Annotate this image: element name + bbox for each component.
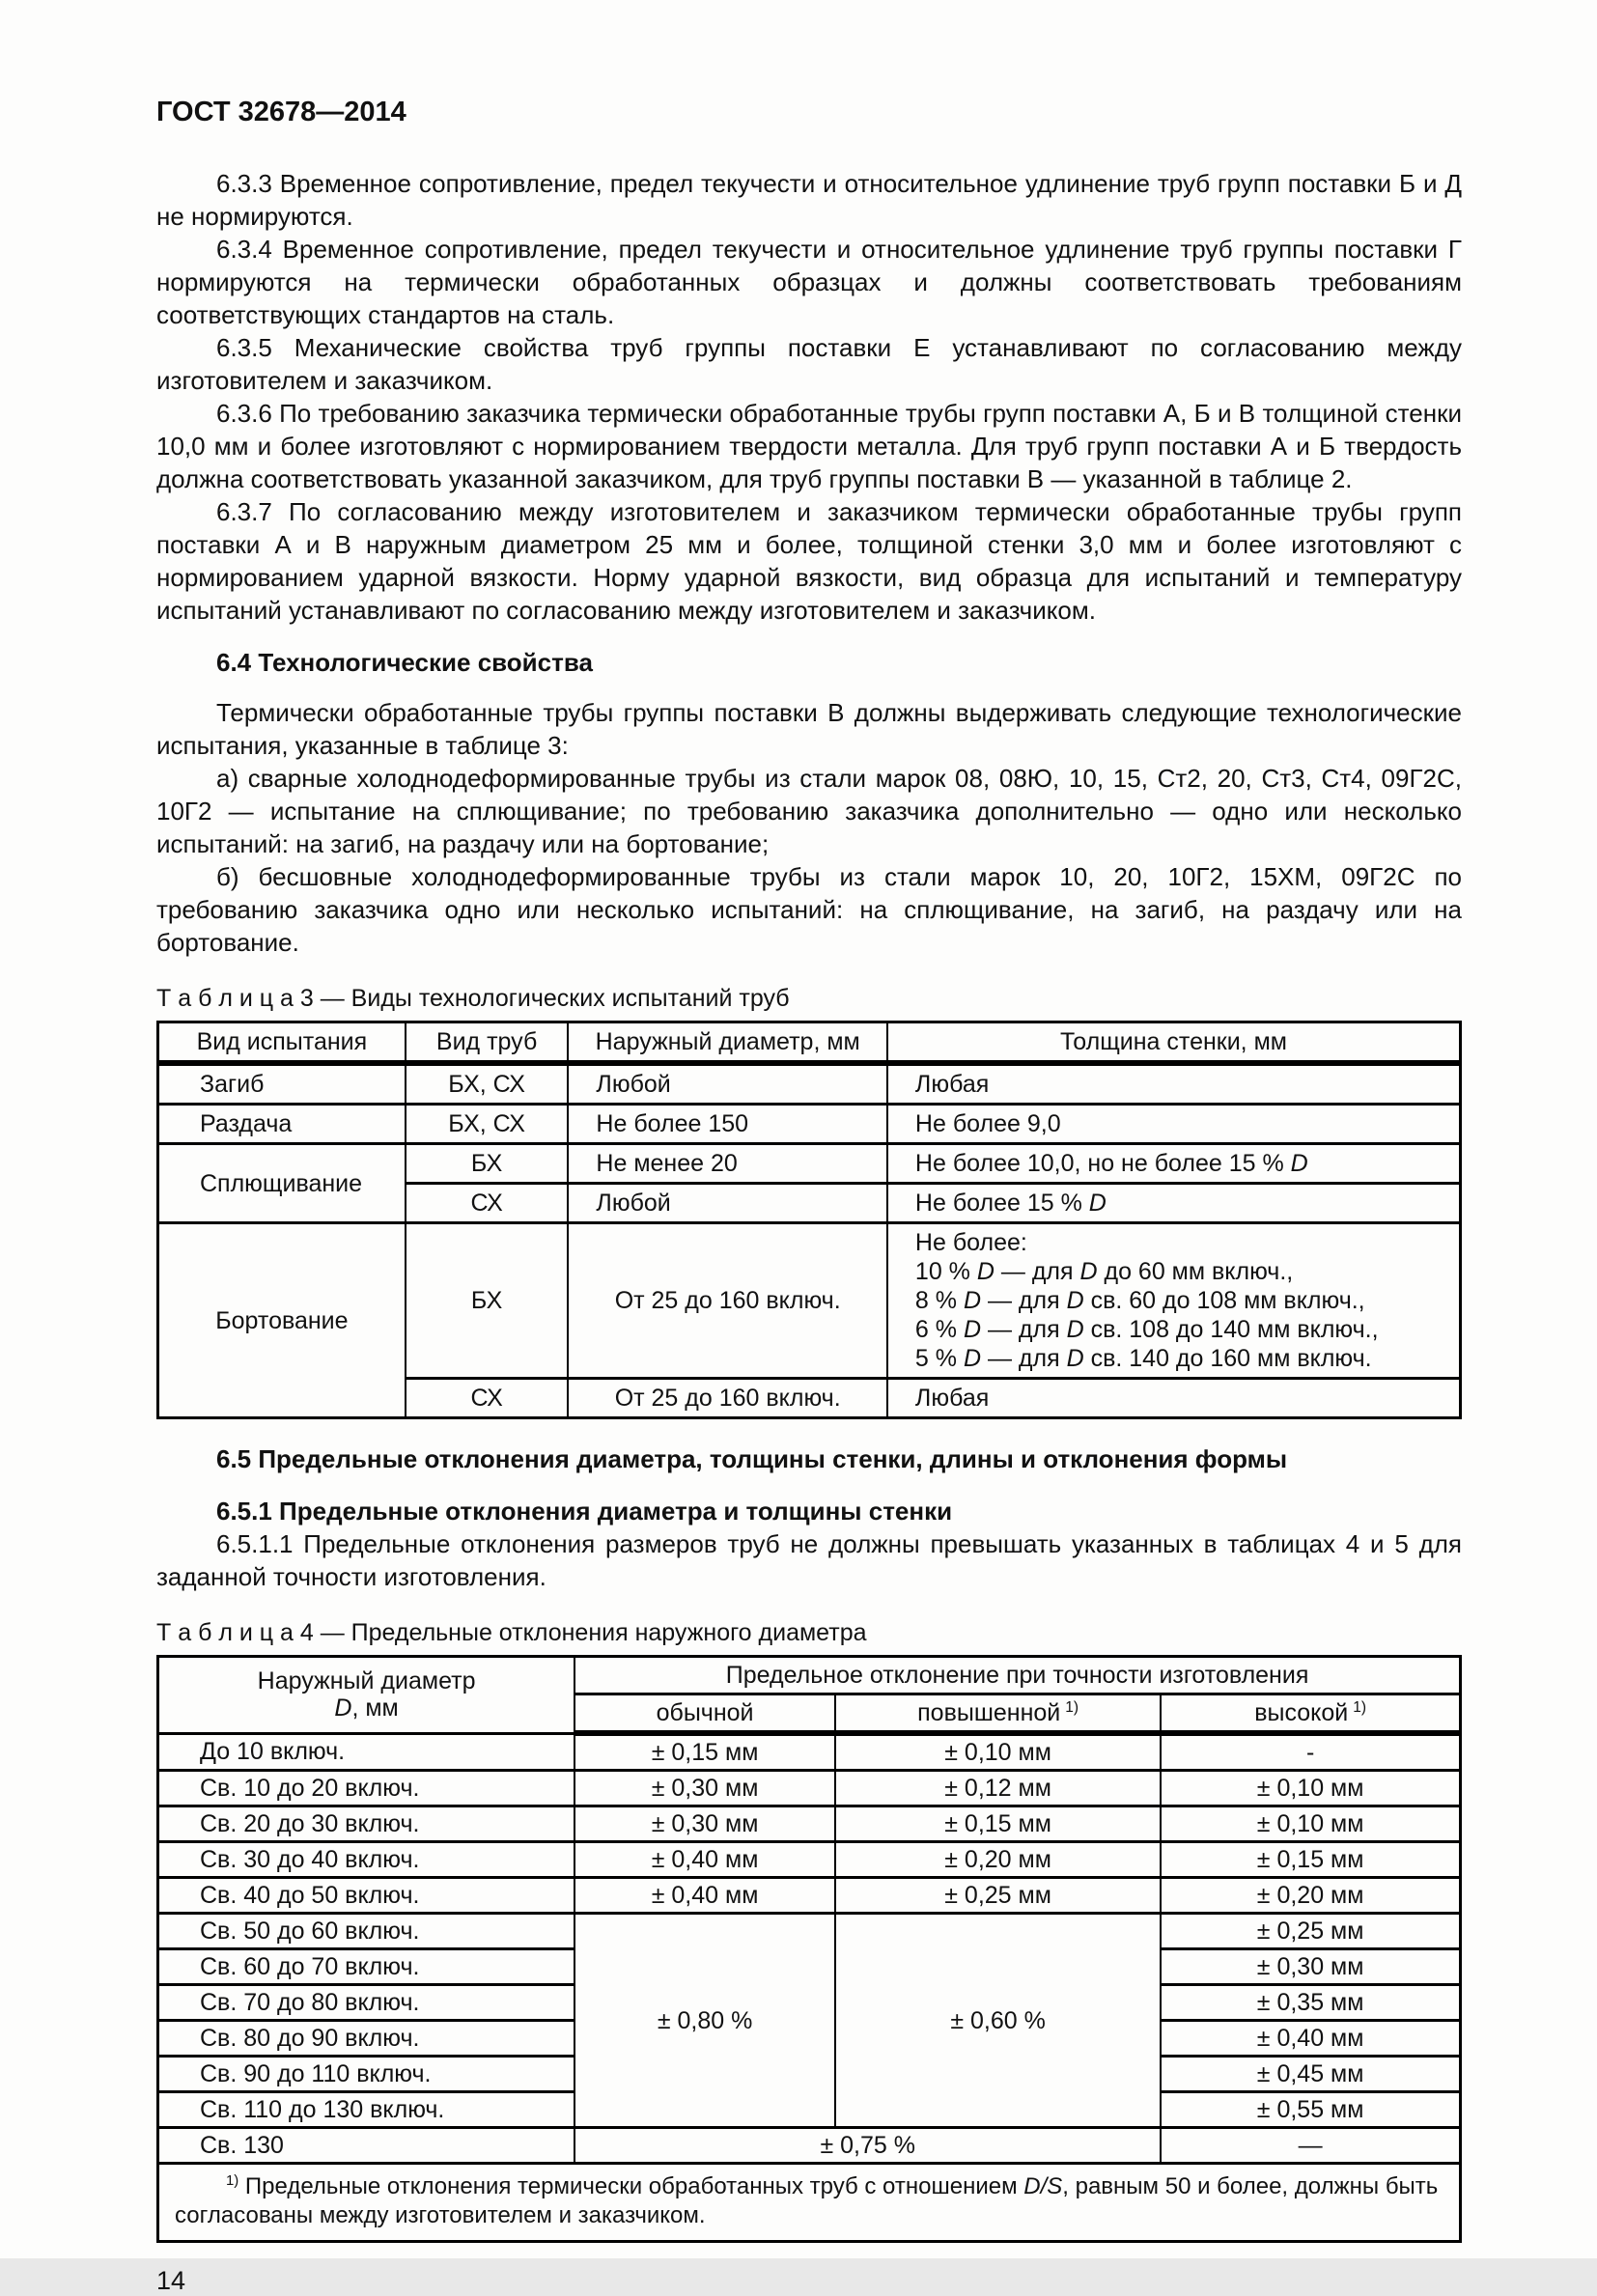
table-cell: ± 0,10 мм <box>1161 1806 1460 1842</box>
table-cell: Не более 10,0, но не более 15 % D <box>887 1144 1461 1184</box>
table-cell: До 10 включ. <box>158 1733 575 1771</box>
table-cell: Св. 70 до 80 включ. <box>158 1985 575 2021</box>
table-cell: ± 0,25 мм <box>835 1878 1161 1914</box>
footnote-marker: 1) <box>1353 1698 1367 1716</box>
column-header: Вид испытания <box>158 1022 406 1064</box>
table-row <box>158 1771 1461 1806</box>
footnote-marker: 1) <box>1065 1698 1079 1716</box>
table-cell: Не более 9,0 <box>887 1105 1461 1144</box>
table-row <box>158 1223 1461 1379</box>
table-3 <box>156 1021 1462 1419</box>
doc-number: ГОСТ 32678—2014 <box>156 97 406 127</box>
table-cell: ± 0,45 мм <box>1161 2057 1460 2092</box>
wall-thickness-line: Не более: <box>914 1229 1027 1256</box>
table-cell: Св. 60 до 70 включ. <box>158 1949 575 1985</box>
table-cell: ± 0,12 мм <box>835 1771 1161 1806</box>
column-header-span: Предельное отклонение при точности изготовления <box>574 1657 1460 1694</box>
table-cell: Св. 130 <box>158 2128 575 2164</box>
table-cell: Любая <box>887 1063 1461 1105</box>
column-header-diameter <box>158 1657 575 1734</box>
table-cell: Св. 40 до 50 включ. <box>158 1878 575 1914</box>
table-cell: Не менее 20 <box>568 1144 887 1184</box>
table-cell: Любой <box>568 1184 887 1223</box>
table-cell <box>887 1223 1461 1379</box>
table-footnote-row <box>158 2164 1461 2242</box>
table-cell: ± 0,30 мм <box>574 1806 835 1842</box>
table-row <box>158 1806 1461 1842</box>
table-cell: Загиб <box>158 1063 406 1105</box>
paragraph-6-5-1-1: 6.5.1.1 Предельные отклонения размеров труб не должны превышать указанных в таблицах 4 и 5 для заданной точности изготовления. <box>156 1529 1462 1591</box>
table-3-header-row <box>158 1022 1461 1064</box>
table-cell-merged-raised: ± 0,60 % <box>835 1914 1161 2128</box>
table-cell: Св. 30 до 40 включ. <box>158 1842 575 1878</box>
table-cell: ± 0,35 мм <box>1161 1985 1460 2021</box>
list-item-a: а) сварные холоднодеформированные трубы из стали марок 08, 08Ю, 10, 15, Ст2, 20, Ст3, Ст4, 09Г2С, 10Г2 — испытание на сплющивание; по требованию заказчика дополнительно — одно или несколько испытаний: на загиб, на раздачу или на бортование; <box>156 764 1462 858</box>
wall-thickness-line: 6 % D — для D св. 108 до 140 мм включ., <box>914 1316 1379 1343</box>
table-cell-merged-last: ± 0,75 % <box>574 2128 1161 2164</box>
table-row <box>158 1733 1461 1771</box>
wall-thickness-line: 10 % D — для D до 60 мм включ., <box>914 1258 1294 1285</box>
table-cell: БХ <box>406 1144 569 1184</box>
column-header: Толщина стенки, мм <box>887 1022 1461 1064</box>
table-cell: ± 0,40 мм <box>1161 2021 1460 2057</box>
table-cell: ± 0,15 мм <box>835 1806 1161 1842</box>
table-cell: ± 0,40 мм <box>574 1878 835 1914</box>
paragraph-6-3-4: 6.3.4 Временное сопротивление, предел текучести и относительное удлинение труб группы поставки Г нормируются на термически обработанных образцах и должны соответствовать требованиям соответствующих стандартов на сталь. <box>156 235 1462 329</box>
table-cell: Любой <box>568 1063 887 1105</box>
table-cell: Св. 80 до 90 включ. <box>158 2021 575 2057</box>
table-cell: ± 0,30 мм <box>574 1771 835 1806</box>
table-cell: - <box>1161 1733 1460 1771</box>
table-cell: ± 0,20 мм <box>1161 1878 1460 1914</box>
table-cell: БХ <box>406 1223 569 1379</box>
table-cell: ± 0,15 мм <box>1161 1842 1460 1878</box>
table-cell: ± 0,10 мм <box>1161 1771 1460 1806</box>
header-line: D, мм <box>334 1694 399 1722</box>
header-label: повышенной <box>917 1699 1061 1726</box>
table-cell: ± 0,25 мм <box>1161 1914 1460 1949</box>
wall-thickness-line: 8 % D — для D св. 60 до 108 мм включ., <box>914 1287 1365 1314</box>
table-cell: — <box>1161 2128 1460 2164</box>
table-row <box>158 1842 1461 1878</box>
table-cell: ± 0,55 мм <box>1161 2092 1460 2128</box>
section-heading-6-4: 6.4 Технологические свойства <box>216 648 593 677</box>
table-4-caption: Т а б л и ц а 4 — Предельные отклонения наружного диаметра <box>156 1619 867 1646</box>
table-row <box>158 1144 1461 1184</box>
column-header-raised <box>835 1694 1161 1734</box>
table-cell: От 25 до 160 включ. <box>568 1379 887 1418</box>
table-row <box>158 1105 1461 1144</box>
column-header: Вид труб <box>406 1022 569 1064</box>
section-heading-6-5-1: 6.5.1 Предельные отклонения диаметра и толщины стенки <box>216 1497 953 1526</box>
table-4-header-row <box>158 1657 1461 1694</box>
table-cell: ± 0,20 мм <box>835 1842 1161 1878</box>
table-cell: СХ <box>406 1184 569 1223</box>
table-footnote <box>158 2164 1461 2242</box>
table-4 <box>156 1655 1462 2243</box>
paragraph-6-3-5: 6.3.5 Механические свойства труб группы поставки Е устанавливают по согласованию между изготовителем и заказчиком. <box>156 333 1462 395</box>
table-cell: Св. 50 до 60 включ. <box>158 1914 575 1949</box>
table-cell: Любая <box>887 1379 1461 1418</box>
table-cell: ± 0,10 мм <box>835 1733 1161 1771</box>
header-label: высокой <box>1254 1699 1349 1726</box>
table-cell: Раздача <box>158 1105 406 1144</box>
footnote-marker: 1) <box>226 2173 239 2189</box>
footnote-text: Предельные отклонения термически обработанных труб с отношением D/S, равным 50 и более, должны быть согласованы между изготовителем и заказчиком. <box>175 2173 1439 2228</box>
table-cell: Бортование <box>158 1223 406 1418</box>
table-cell: Св. 110 до 130 включ. <box>158 2092 575 2128</box>
table-cell: ± 0,30 мм <box>1161 1949 1460 1985</box>
table-cell: ± 0,40 мм <box>574 1842 835 1878</box>
table-cell: От 25 до 160 включ. <box>568 1223 887 1379</box>
paragraph-6-3-3: 6.3.3 Временное сопротивление, предел текучести и относительное удлинение труб групп поставки Б и Д не нормируются. <box>156 169 1462 231</box>
table-cell: Св. 20 до 30 включ. <box>158 1806 575 1842</box>
table-3-caption: Т а б л и ц а 3 — Виды технологических испытаний труб <box>156 985 790 1012</box>
table-cell: Не более 150 <box>568 1105 887 1144</box>
column-header: Наружный диаметр, мм <box>568 1022 887 1064</box>
table-cell: БХ, СХ <box>406 1063 569 1105</box>
section-heading-6-5: 6.5 Предельные отклонения диаметра, толщины стенки, длины и отклонения формы <box>216 1444 1288 1473</box>
table-row <box>158 1063 1461 1105</box>
table-cell: ± 0,15 мм <box>574 1733 835 1771</box>
paragraph-6-3-7: 6.3.7 По согласованию между изготовителем и заказчиком термически обработанные трубы групп поставки А и В наружным диаметром 25 мм и более, толщиной стенки 3,0 мм и более изготовляют с нормированием ударной вязкости. Норму ударной вязкости, вид образца для испытаний и температуру испытаний устанавливают по согласованию между изготовителем и заказчиком. <box>156 497 1462 625</box>
table-row <box>158 1914 1461 1949</box>
column-header-high <box>1161 1694 1460 1734</box>
page-number: 14 <box>156 2266 186 2295</box>
table-cell-merged-usual: ± 0,80 % <box>574 1914 835 2128</box>
list-item-b: б) бесшовные холоднодеформированные трубы из стали марок 10, 20, 10Г2, 15ХМ, 09Г2С по требованию заказчика одно или несколько испытаний: на сплющивание, на загиб, на раздачу или на бортование. <box>156 862 1462 957</box>
table-row <box>158 2128 1461 2164</box>
table-cell: Не более 15 % D <box>887 1184 1461 1223</box>
header-line: Наружный диаметр <box>257 1667 476 1695</box>
column-header-usual: обычной <box>574 1694 835 1734</box>
paragraph-6-3-6: 6.3.6 По требованию заказчика термически обработанные трубы групп поставки А, Б и В толщиной стенки 10,0 мм и более изготовляют с нормированием твердости металла. Для труб групп поставки А и Б твердость должна соответствовать указанной заказчиком, для труб группы поставки В — указанной в таблице 2. <box>156 399 1462 493</box>
table-cell: Сплющивание <box>158 1144 406 1223</box>
wall-thickness-line: 5 % D — для D св. 140 до 160 мм включ. <box>914 1345 1372 1372</box>
table-row <box>158 1878 1461 1914</box>
table-cell: Св. 90 до 110 включ. <box>158 2057 575 2092</box>
table-cell: Св. 10 до 20 включ. <box>158 1771 575 1806</box>
table-cell: СХ <box>406 1379 569 1418</box>
table-cell: БХ, СХ <box>406 1105 569 1144</box>
paragraph-6-4-intro: Термически обработанные трубы группы поставки В должны выдерживать следующие технологические испытания, указанные в таблице 3: <box>156 698 1462 760</box>
